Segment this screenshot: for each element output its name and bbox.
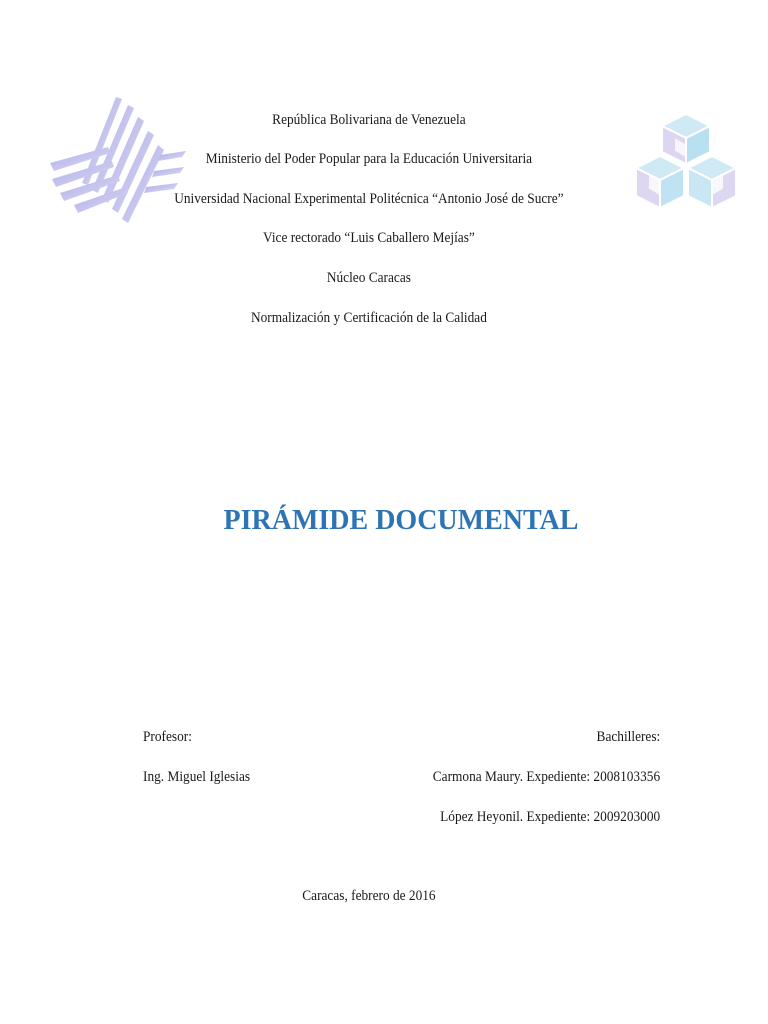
profesor-name: Ing. Miguel Iglesias xyxy=(143,769,251,785)
document-title: PIRÁMIDE DOCUMENTAL xyxy=(223,505,579,536)
header-vice-rectorate: Vice rectorado “Luis Caballero Mejías” xyxy=(263,230,475,246)
profesor-label: Profesor: xyxy=(143,729,192,745)
header-republic: República Bolivariana de Venezuela xyxy=(272,112,466,128)
header-ministry: Ministerio del Poder Popular para la Educación Universitaria xyxy=(205,151,533,167)
place-date: Caracas, febrero de 2016 xyxy=(302,888,436,904)
student-2: López Heyonil. Expediente: 2009203000 xyxy=(439,809,660,825)
header-subject: Normalización y Certificación de la Calidad xyxy=(250,310,487,326)
header-campus: Núcleo Caracas xyxy=(326,270,411,286)
student-1: Carmona Maury. Expediente: 2008103356 xyxy=(432,769,660,785)
bachilleres-label: Bachilleres: xyxy=(596,729,660,745)
header-university: Universidad Nacional Experimental Politécnica “Antonio José de Sucre” xyxy=(174,191,564,207)
